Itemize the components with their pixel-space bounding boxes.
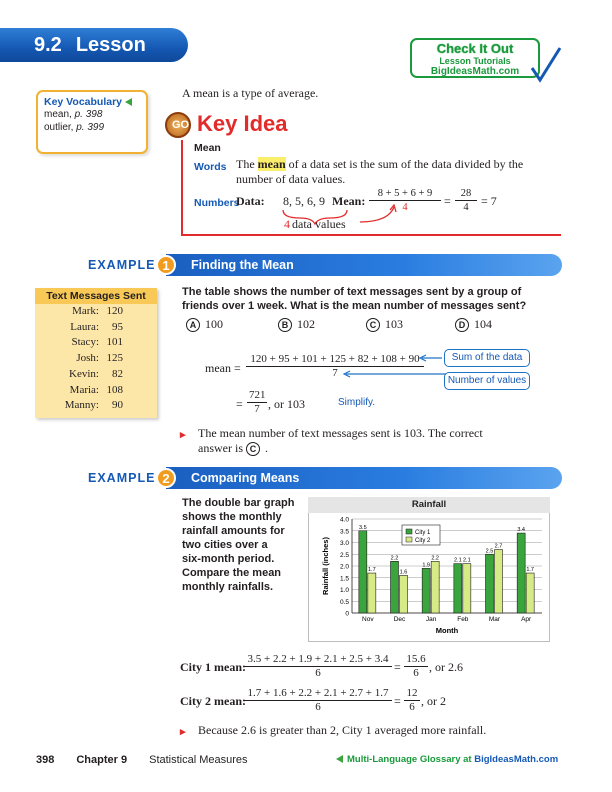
check-it-out-site-suffix: .com (495, 66, 520, 77)
city2-mean-label: City 2 mean: (180, 694, 246, 708)
x-tick-label: Mar (488, 616, 501, 623)
page-footer (36, 754, 248, 766)
step2-result: , or 103 (268, 397, 305, 411)
bar-data-label: 2.1 (463, 557, 471, 564)
key-vocabulary-title: Key Vocabulary (44, 96, 123, 108)
row-name: Laura: (70, 320, 99, 333)
y-tick-label: 1.5 (339, 575, 349, 583)
x-tick-label: Nov (362, 616, 374, 623)
choice-letter: B (278, 318, 292, 332)
bar-data-label: 2.1 (454, 557, 462, 564)
answer-line-2 (198, 441, 268, 456)
lesson-number: 9.2 (34, 34, 62, 56)
row-name: Maria: (69, 383, 99, 396)
city2-result-numerator: 12 (404, 687, 420, 701)
sum-numerator: 120 + 95 + 101 + 125 + 82 + 108 + 90 (246, 353, 424, 367)
y-tick-label: 3.5 (339, 528, 349, 536)
table-row (35, 335, 157, 351)
lesson-label: Lesson (75, 34, 146, 56)
answer-pre: answer is (198, 441, 246, 455)
x-tick-label: Apr (521, 616, 532, 623)
bar-city-2 (368, 573, 376, 613)
check-it-out-badge[interactable] (410, 38, 562, 86)
city1-denominator: 6 (315, 667, 321, 679)
conclusion-text: Because 2.6 is greater than 2, City 1 averaged more rainfall. (198, 723, 487, 737)
callout-number-of-values: Number of values (444, 372, 530, 390)
y-tick-label: 2.5 (339, 551, 349, 559)
y-tick-label: 0.5 (339, 598, 349, 606)
vocab-term: mean, (44, 109, 72, 120)
choice-letter: C (366, 318, 380, 332)
city2-denominator: 6 (315, 701, 321, 713)
table-row (35, 367, 157, 383)
intro-text: A mean is a type of average. (182, 86, 319, 100)
table-title: Text Messages Sent (35, 288, 157, 304)
lesson-header (0, 28, 188, 62)
bar-city-1 (517, 533, 525, 613)
table-row (35, 398, 157, 414)
mean-highlight: mean (257, 157, 286, 171)
prompt-line: shows the monthly (182, 511, 282, 523)
example-2-label: EXAMPLE (88, 471, 156, 485)
table-row (35, 351, 157, 367)
legend-label: City 1 (415, 530, 431, 536)
bar-city-2 (526, 573, 534, 613)
row-value: 125 (106, 352, 123, 365)
check-it-out-title: Check It Out (436, 41, 514, 56)
bar-data-label: 1.9 (422, 562, 430, 569)
check-it-out-site: BigIdeasMath (430, 66, 496, 77)
example-1-question-line-1: The table shows the number of text messages sent by a group of (182, 286, 522, 298)
row-value: 95 (112, 320, 123, 333)
x-axis-label: Month (435, 626, 459, 635)
text-messages-table (35, 288, 157, 418)
city1-result-denominator: 6 (413, 667, 419, 679)
city1-result-numerator: 15.6 (404, 653, 428, 667)
city2-numerator: 1.7 + 1.6 + 2.2 + 2.1 + 2.7 + 1.7 (244, 687, 392, 701)
row-name: Kevin: (69, 367, 99, 380)
glossary-suffix: .com (535, 754, 559, 765)
bar-data-label: 1.6 (399, 569, 408, 576)
choice-value: 104 (474, 317, 492, 331)
result-numerator: 28 (455, 187, 477, 201)
callout-sum-of-data: Sum of the data (444, 349, 530, 367)
vocab-page: p. 398 (74, 109, 103, 120)
row-value: 120 (106, 305, 123, 317)
example-2-prompt (182, 496, 300, 594)
row-name: Manny: (64, 399, 99, 412)
city1-numerator: 3.5 + 2.2 + 1.9 + 2.1 + 2.5 + 3.4 (244, 653, 392, 667)
choice-letter: D (455, 318, 469, 332)
city1-result-fraction (404, 653, 428, 680)
city2-result-fraction (404, 687, 420, 714)
step2-fraction (247, 389, 267, 416)
bar-data-label: 2.5 (485, 548, 494, 555)
answer-letter: C (246, 442, 260, 456)
choice-value: 102 (297, 317, 315, 331)
bar-city-1 (422, 568, 430, 613)
conclusion-arrow-icon: ▸ (180, 726, 186, 738)
glossary-text: Multi-Language Glossary at (347, 754, 475, 765)
chart-title: Rainfall (308, 497, 550, 513)
table-row (35, 383, 157, 399)
y-tick-label: 1.0 (339, 587, 349, 594)
words-post: of a data set is the sum of the data divided by the number of data values. (236, 157, 524, 186)
mean-result: = 7 (481, 194, 497, 208)
legend-swatch (406, 529, 412, 534)
step2-equals: = (236, 397, 243, 411)
row-value: 82 (112, 367, 123, 380)
x-tick-label: Feb (457, 616, 469, 623)
bar-city-1 (454, 564, 462, 613)
bar-city-1 (359, 531, 367, 613)
table-row (35, 320, 157, 336)
choice-b[interactable] (278, 317, 315, 332)
y-tick-label: 2.0 (339, 563, 349, 571)
check-it-out-subtitle: Lesson Tutorials (439, 56, 511, 66)
example-2-number: 2 (156, 468, 176, 488)
bar-data-label: 1.7 (368, 567, 376, 574)
city1-result: , or 2.6 (429, 660, 463, 674)
table-row (35, 304, 157, 320)
rainfall-bar-chart (308, 513, 550, 642)
mean-fraction-numerator: 8 + 5 + 6 + 9 (369, 187, 441, 201)
glossary-link[interactable] (336, 754, 558, 765)
data-values-count: 4 (284, 217, 290, 231)
city1-fraction (244, 653, 392, 680)
vocab-item[interactable] (44, 121, 140, 134)
row-value: 108 (106, 383, 123, 396)
prompt-line: six-month period. (182, 553, 275, 565)
glossary-site: BigIdeasMath (474, 754, 536, 765)
bar-city-1 (391, 561, 399, 613)
result-denominator: 4 (463, 202, 469, 213)
bar-city-2 (431, 561, 439, 613)
simplify-note: Simplify. (338, 397, 376, 408)
curved-arrow-icon (358, 204, 398, 226)
key-vocabulary-box (36, 90, 148, 154)
example-1-title: Finding the Mean (191, 258, 294, 272)
prompt-line: two cities over a (182, 539, 268, 551)
bar-city-2 (463, 564, 471, 613)
legend-label: City 2 (415, 538, 431, 544)
vocab-page: p. 399 (76, 122, 105, 133)
choice-value: 103 (385, 317, 403, 331)
words-pre: The (236, 157, 258, 171)
city2-fraction (244, 687, 392, 714)
city2-result: , or 2 (421, 694, 446, 708)
step2-numerator: 721 (249, 389, 266, 401)
vocab-term: outlier, (44, 122, 74, 133)
bar-data-label: 2.2 (431, 555, 439, 562)
equals-sign: = (444, 194, 451, 208)
city1-equals: = (394, 660, 401, 674)
prompt-line: The double bar graph (182, 497, 295, 509)
choice-letter: A (186, 318, 200, 332)
bar-data-label: 1.7 (526, 567, 534, 574)
words-definition (236, 157, 556, 187)
go-logo-icon (165, 112, 191, 138)
bar-city-2 (495, 550, 503, 613)
mean-label: Mean: (332, 194, 366, 208)
key-idea-title: Key Idea (197, 111, 288, 136)
prompt-line: Compare the mean (182, 567, 282, 579)
speaker-icon (336, 755, 343, 763)
mean-equation-label: mean = (205, 361, 241, 375)
y-tick-label: 4.0 (339, 516, 349, 524)
y-tick-label: 0 (345, 610, 349, 618)
row-name: Stacy: (71, 336, 99, 349)
bar-data-label: 3.4 (517, 527, 525, 534)
row-name: Josh: (76, 352, 99, 365)
x-tick-label: Jan (425, 616, 437, 623)
sum-denominator: 7 (332, 367, 338, 379)
go-logo-text: GO (172, 119, 190, 131)
y-axis-label: Rainfall (inches) (321, 537, 330, 595)
key-idea-heading: Mean (194, 142, 221, 154)
section-label: Statistical Measures (149, 754, 248, 766)
city2-result-denominator: 6 (409, 701, 415, 713)
callout-arrows (338, 352, 450, 386)
data-values-note: data values (292, 217, 346, 231)
prompt-line: monthly rainfalls. (182, 581, 274, 593)
example-1-label: EXAMPLE (88, 258, 156, 272)
speaker-icon[interactable] (125, 98, 132, 106)
result-fraction (455, 187, 477, 214)
answer-arrow-icon: ▸ (180, 429, 186, 441)
page-number: 398 (36, 754, 55, 766)
row-name: Mark: (72, 305, 99, 317)
words-label: Words (194, 161, 227, 173)
city2-equals: = (394, 694, 401, 708)
bar-data-label: 3.5 (359, 524, 367, 531)
chapter-label: Chapter 9 (76, 754, 128, 766)
answer-line-1: The mean number of text messages sent is 103. The correct (198, 426, 483, 440)
numbers-label: Numbers (194, 197, 240, 209)
vocab-item[interactable] (44, 108, 140, 121)
mean-fraction-denominator: 4 (402, 202, 408, 213)
bar-city-2 (400, 575, 408, 613)
choice-d[interactable] (455, 317, 492, 332)
step2-denominator: 7 (254, 403, 260, 415)
example-2-title: Comparing Means (191, 471, 300, 485)
legend-swatch (406, 537, 412, 542)
example-1-number: 1 (156, 255, 176, 275)
prompt-line: rainfall amounts for (182, 525, 285, 537)
row-value: 90 (112, 399, 123, 412)
bar-city-1 (486, 554, 494, 613)
choice-value: 100 (205, 317, 223, 331)
x-tick-label: Dec (393, 616, 406, 623)
y-tick-label: 3.0 (339, 540, 349, 547)
city1-mean-label: City 1 mean: (180, 660, 246, 674)
answer-post: . (265, 441, 268, 455)
checkmark-icon (528, 46, 562, 86)
bar-data-label: 2.7 (494, 543, 503, 550)
data-label: Data: (236, 194, 265, 208)
example-1-question-line-2: friends over 1 week. What is the mean number of messages sent? (182, 300, 527, 312)
choice-a[interactable] (186, 317, 223, 332)
row-value: 101 (106, 336, 123, 349)
bar-data-label: 2.2 (390, 555, 399, 562)
choice-c[interactable] (366, 317, 403, 332)
data-values: 8, 5, 6, 9 (283, 194, 325, 208)
